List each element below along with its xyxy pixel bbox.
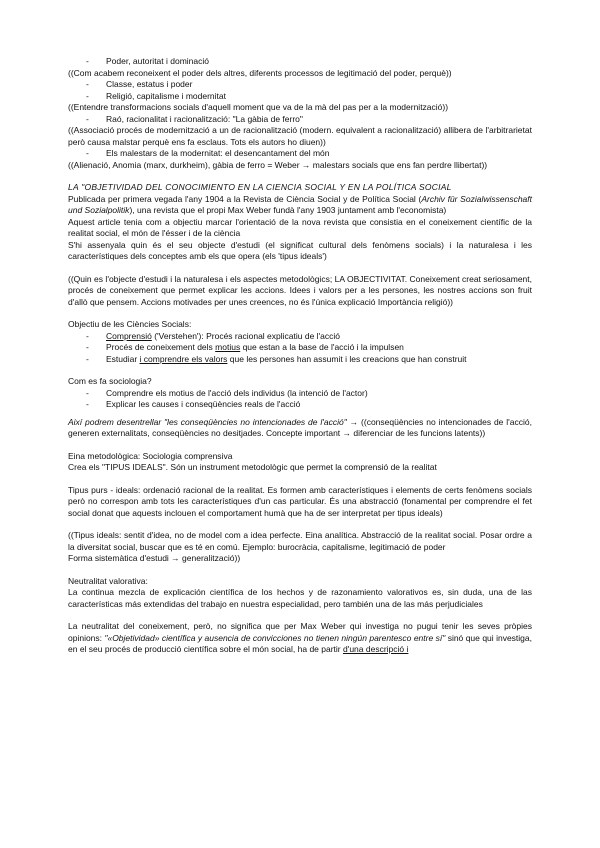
list-item: - Classe, estatus i poder <box>86 79 193 89</box>
note-paragraph: ((Tipus ideals: sentit d'idea, no de model com a idea perfecte. Eina analítica. Abstracció de la realitat social. Posar ordre a la diversitat social, buscar que es té en comú. Ejemplo: burocràcia, capitalisme, legitimació de poder <box>68 530 532 552</box>
note-paragraph: ((Com acabem reconeixent el poder dels altres, diferents processos de legitimació del poder, perquè)) <box>68 67 452 78</box>
object-paragraph: S'hi assenyala quin és el seu objecte d'estudi (el significat cultural dels fenòmens socials) i la naturalesa i les característiques dels conceptes amb els que opera (els 'tipus ideals') <box>68 239 532 261</box>
pure-types-paragraph: Tipus purs - ideals: ordenació racional de la realitat. Es formen amb característiques i elements de certs fenòmens socials però no correspon amb tots les característiques d'un cas particular. És una abstracció (fonamental per comprendre el fet social donat que aquests inclouen el comportament humà que ha de ser interpretat per tipus ideals) <box>68 484 532 518</box>
list-item: - Raó, racionalitat i racionalització: "La gàbia de ferro" <box>86 113 303 124</box>
sociology-title: Com es fa sociologia? <box>68 376 152 386</box>
method-line: Crea els "TIPUS IDEALS". Són un instrument metodològic que permet la comprensió de la realitat <box>68 462 437 472</box>
list-item: - Els malestars de la modernitat: el desencantament del món <box>86 148 330 158</box>
list-item: - Religió, capitalisme i modernitat <box>86 90 226 101</box>
note-paragraph: ((Entendre transformacions socials d'aquell moment que va de la mà del pas per a la modernització)) <box>68 102 449 112</box>
quote-paragraph: La continua mezcla de explicación científica de los hechos y de razonamiento valorativos es, sin duda, una de las características más extendidas del trabajo en nuestra especialidad, pero también una de las más perjudiciales <box>68 587 532 609</box>
neutrality-paragraph: La neutralitat del coneixement, però, no significa que per Max Weber qui investiga no pugui tenir les seves pròpies opinions: "«Objetividad» científica y ausencia de convicciones no tienen ningún parentesco entre sí" sinó que qui investiga, en el seu procés de producció científica sobre el món social, ha de partir d'una descripció i <box>68 621 532 654</box>
objectives-title: Objectiu de les Ciències Socials: <box>68 319 192 329</box>
method-title: Eina metodològica: Sociologia comprensiva <box>68 450 233 461</box>
list-item: - Explicar les causes i conseqüències reals de l'acció <box>86 399 301 409</box>
list-item: - Procés de coneixement dels motius que estan a la base de l'acció i la impulsen <box>86 342 404 352</box>
aim-paragraph: Aquest article tenia com a objectiu marcar l'orientació de la nova revista que consistia en el coneixement científic de la realitat social, el món de l'ésser i de la ciència <box>68 216 532 238</box>
list-item: - Comprensió ('Verstehen'): Procés racional explicatiu de l'acció <box>86 330 341 341</box>
note-paragraph: ((Associació procés de modernització a un de racionalització (modern. equivalent a racionalització) allibera de l'arbitrarietat però causa malstar perquè ens fa esclaus. Tots els autors ho diuen)) <box>68 125 532 147</box>
note-paragraph: ((Alienació, Anomia (marx, durkheim), gàbia de ferro = Weber → malestars socials que ens fan perdre llibertat)) <box>68 159 488 170</box>
publication-paragraph: Publicada per primera vegada l'any 1904 a la Revista de Ciència Social y de Política Social (Archiv für Sozialwissenschaft und Sozialpolitik), una revista que el propi Max Weber fundà l'any 1903 juntament amb l'economista) <box>68 193 532 215</box>
list-item: - Poder, autoritat i dominació <box>86 56 210 66</box>
unintended-paragraph: Així podrem desentrellar "les conseqüències no intencionades de l'acció" → ((conseqüències no intencionades de l'acció, generen externalitats, conseqüències no desitjades. Concepte important → diferenciar de les funcions latents)) <box>68 416 533 438</box>
section-heading: LA "OBJETIVIDAD DEL CONOCIMIENTO EN LA CIENCIA SOCIAL Y EN LA POLÍTICA SOCIAL <box>68 182 452 192</box>
list-item: - Comprendre els motius de l'acció dels individus (la intenció de l'actor) <box>86 387 368 398</box>
neutrality-title: Neutralitat valorativa: <box>68 575 148 586</box>
note-paragraph: Forma sistemàtica d'estudi → generalització)) <box>68 553 241 563</box>
note-paragraph: ((Quin es l'objecte d'estudi i la naturalesa i els aspectes metodològics; LA OBJECTIVITAT. Coneixement creat seriosament, procés de coneixement que permet explicar les accions. Idees i valors per a les persones, les nostres accions son fruit d'allò que pensem. Accions motivades per unes creences, no és l'única explicació Importància religió)) <box>68 273 532 307</box>
list-item: - Estudiar i comprendre els valors que les persones han assumit i les creacions que han construit <box>86 353 467 364</box>
